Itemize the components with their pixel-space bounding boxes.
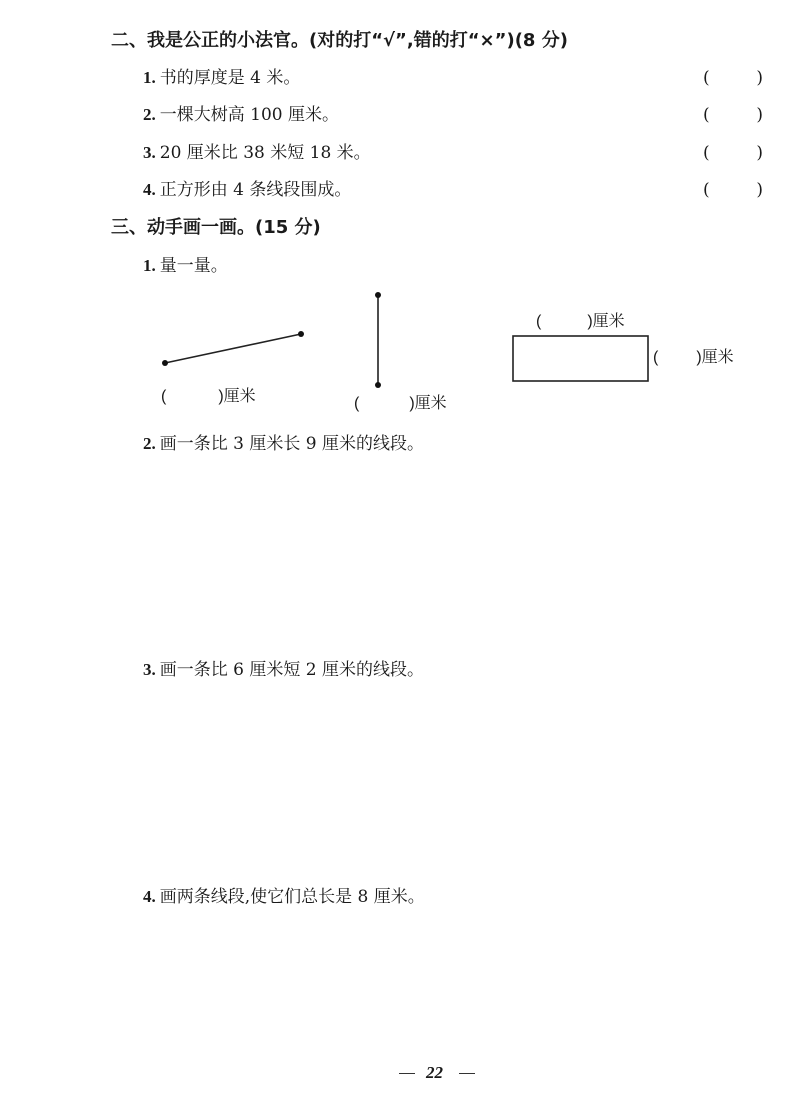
rectangle-width-answer[interactable] (653, 348, 734, 368)
unit-label: 厘米 (414, 395, 447, 412)
segment-endpoint (375, 292, 381, 298)
draw-question-4 (143, 885, 425, 909)
draw-question-3 (143, 658, 424, 682)
page-number-dash-left (399, 1073, 415, 1074)
paren-close: ) (756, 68, 763, 88)
draw-question-2 (143, 432, 424, 456)
paren-close: ) (218, 388, 224, 405)
item-number: 4. (143, 180, 156, 199)
segment-endpoint (162, 360, 168, 366)
paren-close: ) (756, 105, 763, 125)
paren-open: ( (354, 395, 360, 412)
paren-close: ) (696, 349, 702, 366)
page-number: 22 (426, 1063, 443, 1082)
paren-open: ( (653, 349, 659, 366)
item-number: 2. (143, 434, 156, 453)
paren-open: ( (703, 143, 710, 163)
segment-endpoint (298, 331, 304, 337)
vertical-segment-answer[interactable] (354, 394, 447, 414)
slanted-segment-answer[interactable] (161, 387, 256, 407)
paren-close: ) (756, 180, 763, 200)
item-text: 画一条比 6 厘米短 2 厘米的线段。 (159, 660, 424, 680)
item-number: 3. (143, 660, 156, 679)
rectangle-figure (513, 336, 648, 381)
paren-open: ( (703, 180, 710, 200)
item-text: 画一条比 3 厘米长 9 厘米的线段。 (159, 434, 424, 454)
item-number: 1. (143, 68, 156, 87)
paren-open: ( (703, 105, 710, 125)
paren-close: ) (409, 395, 415, 412)
item-text: 画两条线段,使它们总长是 8 厘米。 (159, 887, 425, 907)
draw-area-3[interactable] (143, 692, 743, 872)
item-number: 3. (143, 143, 156, 162)
paren-open: ( (703, 68, 710, 88)
section-2-heading: 二、我是公正的小法官。(对的打“√”,错的打“×”)(8 分) (111, 30, 568, 51)
item-text: 一棵大树高 100 厘米。 (159, 105, 340, 125)
item-text: 量一量。 (159, 256, 228, 276)
item-text: 正方形由 4 条线段围成。 (159, 180, 352, 200)
unit-label: 厘米 (701, 349, 734, 366)
item-number: 1. (143, 256, 156, 275)
unit-label: 厘米 (592, 313, 625, 330)
segment-endpoint (375, 382, 381, 388)
draw-area-2[interactable] (143, 466, 743, 646)
item-text: 书的厚度是 4 米。 (159, 68, 301, 88)
paren-open: ( (536, 313, 542, 330)
section-3-heading: 三、动手画一画。(15 分) (111, 217, 321, 238)
paren-close: ) (756, 143, 763, 163)
paren-close: ) (587, 313, 593, 330)
draw-area-4[interactable] (143, 919, 743, 1049)
paren-open: ( (161, 388, 167, 405)
rectangle-length-answer[interactable] (536, 312, 625, 332)
page-number-dash-right (459, 1073, 475, 1074)
item-text: 20 厘米比 38 米短 18 米。 (159, 143, 371, 163)
slanted-segment (165, 334, 301, 363)
item-number: 4. (143, 887, 156, 906)
unit-label: 厘米 (223, 388, 256, 405)
item-number: 2. (143, 105, 156, 124)
